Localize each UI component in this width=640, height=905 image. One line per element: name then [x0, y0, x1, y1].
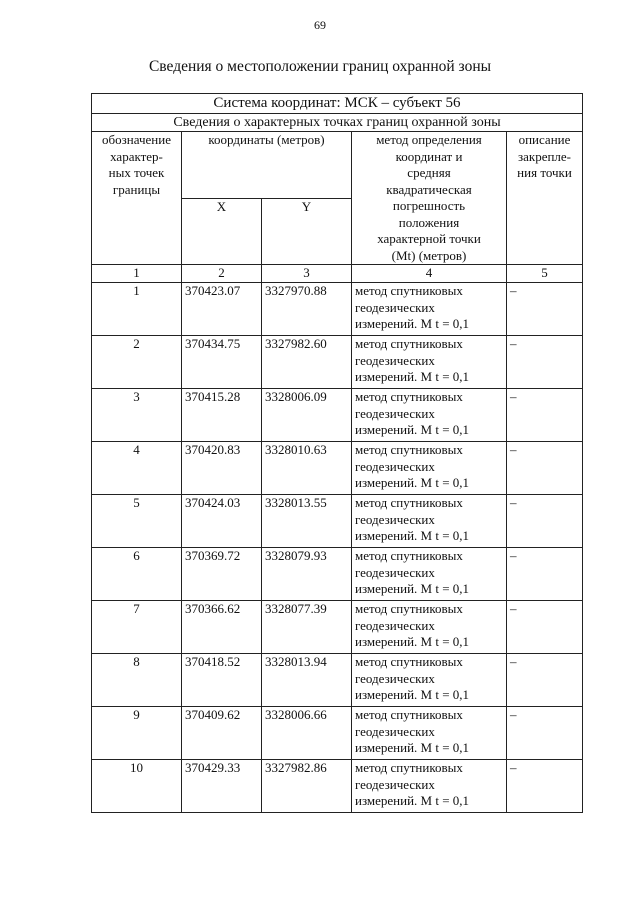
method-line: геодезических	[355, 617, 435, 633]
point-number-cell: 8	[92, 654, 182, 707]
method-line: измерений. M t = 0,1	[355, 581, 470, 596]
method-line: метод спутниковых	[355, 336, 463, 351]
method-line: метод спутниковых	[355, 601, 463, 616]
x-coordinate-cell: 370434.75	[182, 336, 262, 389]
header-line: координат и	[395, 148, 463, 164]
column-number: 1	[92, 265, 182, 283]
method-cell	[352, 654, 507, 707]
method-line: геодезических	[355, 776, 435, 792]
y-coordinate-cell: 3328006.66	[262, 707, 352, 760]
point-number-cell: 5	[92, 495, 182, 548]
point-description-cell: –	[507, 707, 583, 760]
points-info-label: Сведения о характерных точках границ охранной зоны	[92, 114, 583, 132]
method-cell	[352, 442, 507, 495]
method-line: геодезических	[355, 670, 435, 686]
x-coordinate-cell: 370423.07	[182, 283, 262, 336]
method-line: метод спутниковых	[355, 389, 463, 404]
table-row	[92, 495, 583, 548]
method-line: геодезических	[355, 352, 435, 368]
point-description-cell: –	[507, 283, 583, 336]
header-line: границы	[112, 181, 161, 197]
method-cell	[352, 707, 507, 760]
point-description-cell: –	[507, 442, 583, 495]
method-cell	[352, 760, 507, 813]
table-row	[92, 654, 583, 707]
header-line: ных точек	[108, 165, 165, 180]
point-description-cell: –	[507, 495, 583, 548]
point-number-cell: 9	[92, 707, 182, 760]
y-coordinate-cell: 3328010.63	[262, 442, 352, 495]
column-number: 3	[262, 265, 352, 283]
method-line: измерений. M t = 0,1	[355, 475, 470, 490]
header-line: метод определения	[376, 132, 482, 147]
y-coordinate-cell: 3327982.86	[262, 760, 352, 813]
table-row	[92, 389, 583, 442]
point-description-cell: –	[507, 389, 583, 442]
method-line: геодезических	[355, 564, 435, 580]
header-line: (Mt) (метров)	[391, 247, 467, 263]
table-row	[92, 548, 583, 601]
method-cell	[352, 336, 507, 389]
column-number: 5	[507, 265, 583, 283]
header-line: средняя	[407, 165, 451, 180]
method-cell	[352, 548, 507, 601]
header-coordinates: координаты (метров)	[182, 132, 352, 199]
method-line: измерений. M t = 0,1	[355, 740, 470, 755]
point-description-cell: –	[507, 654, 583, 707]
header-line: погрешность	[392, 198, 466, 213]
header-line: квадратическая	[386, 181, 472, 197]
x-coordinate-cell: 370409.62	[182, 707, 262, 760]
point-number-cell: 6	[92, 548, 182, 601]
y-coordinate-cell: 3328006.09	[262, 389, 352, 442]
table-row	[92, 336, 583, 389]
method-cell	[352, 283, 507, 336]
table-row	[92, 707, 583, 760]
point-description-cell: –	[507, 548, 583, 601]
point-number-cell: 4	[92, 442, 182, 495]
y-coordinate-cell: 3328013.94	[262, 654, 352, 707]
x-coordinate-cell: 370369.72	[182, 548, 262, 601]
point-number-cell: 3	[92, 389, 182, 442]
method-line: измерений. M t = 0,1	[355, 793, 470, 808]
method-line: геодезических	[355, 723, 435, 739]
column-number: 2	[182, 265, 262, 283]
method-line: измерений. M t = 0,1	[355, 316, 470, 331]
method-line: измерений. M t = 0,1	[355, 422, 470, 437]
point-number-cell: 1	[92, 283, 182, 336]
page-number: 69	[314, 18, 326, 32]
table-row	[92, 283, 583, 336]
method-cell	[352, 495, 507, 548]
method-line: метод спутниковых	[355, 495, 463, 510]
y-coordinate-cell: 3327982.60	[262, 336, 352, 389]
header-method	[352, 132, 507, 265]
x-coordinate-cell: 370424.03	[182, 495, 262, 548]
document-title: Сведения о местоположении границ охранной зоны	[148, 58, 492, 75]
table-row	[92, 601, 583, 654]
header-line: характерной точки	[377, 231, 481, 246]
method-line: геодезических	[355, 299, 435, 315]
header-line: характер-	[110, 148, 163, 164]
x-coordinate-cell: 370415.28	[182, 389, 262, 442]
point-description-cell: –	[507, 601, 583, 654]
method-line: метод спутниковых	[355, 548, 463, 563]
method-line: измерений. M t = 0,1	[355, 369, 470, 384]
method-cell	[352, 389, 507, 442]
table-row	[92, 442, 583, 495]
method-line: метод спутниковых	[355, 442, 463, 457]
method-line: геодезических	[355, 405, 435, 421]
method-line: метод спутниковых	[355, 654, 463, 669]
method-line: измерений. M t = 0,1	[355, 687, 470, 702]
method-line: геодезических	[355, 458, 435, 474]
method-line: метод спутниковых	[355, 707, 463, 722]
point-number-cell: 2	[92, 336, 182, 389]
x-coordinate-cell: 370429.33	[182, 760, 262, 813]
x-coordinate-cell: 370420.83	[182, 442, 262, 495]
method-line: измерений. M t = 0,1	[355, 634, 470, 649]
point-description-cell: –	[507, 760, 583, 813]
header-line: описание	[518, 132, 571, 147]
header-point-designation	[92, 132, 182, 265]
method-cell	[352, 601, 507, 654]
header-line: обозначение	[102, 132, 171, 147]
method-line: геодезических	[355, 511, 435, 527]
header-line: положения	[398, 214, 460, 230]
y-coordinate-cell: 3328013.55	[262, 495, 352, 548]
method-line: измерений. M t = 0,1	[355, 528, 470, 543]
column-number: 4	[352, 265, 507, 283]
boundary-points-table	[91, 93, 583, 813]
header-y: Y	[262, 198, 352, 265]
table-row	[92, 760, 583, 813]
header-line: закрепле-	[517, 148, 572, 164]
point-number-cell: 7	[92, 601, 182, 654]
header-x: X	[182, 198, 262, 265]
y-coordinate-cell: 3328079.93	[262, 548, 352, 601]
x-coordinate-cell: 370366.62	[182, 601, 262, 654]
header-line: ния точки	[517, 165, 572, 180]
method-line: метод спутниковых	[355, 283, 463, 298]
method-line: метод спутниковых	[355, 760, 463, 775]
header-point-description	[507, 132, 583, 265]
y-coordinate-cell: 3327970.88	[262, 283, 352, 336]
point-description-cell: –	[507, 336, 583, 389]
y-coordinate-cell: 3328077.39	[262, 601, 352, 654]
coordinate-system-label: Система координат: МСК – субъект 56	[92, 94, 583, 114]
x-coordinate-cell: 370418.52	[182, 654, 262, 707]
point-number-cell: 10	[92, 760, 182, 813]
